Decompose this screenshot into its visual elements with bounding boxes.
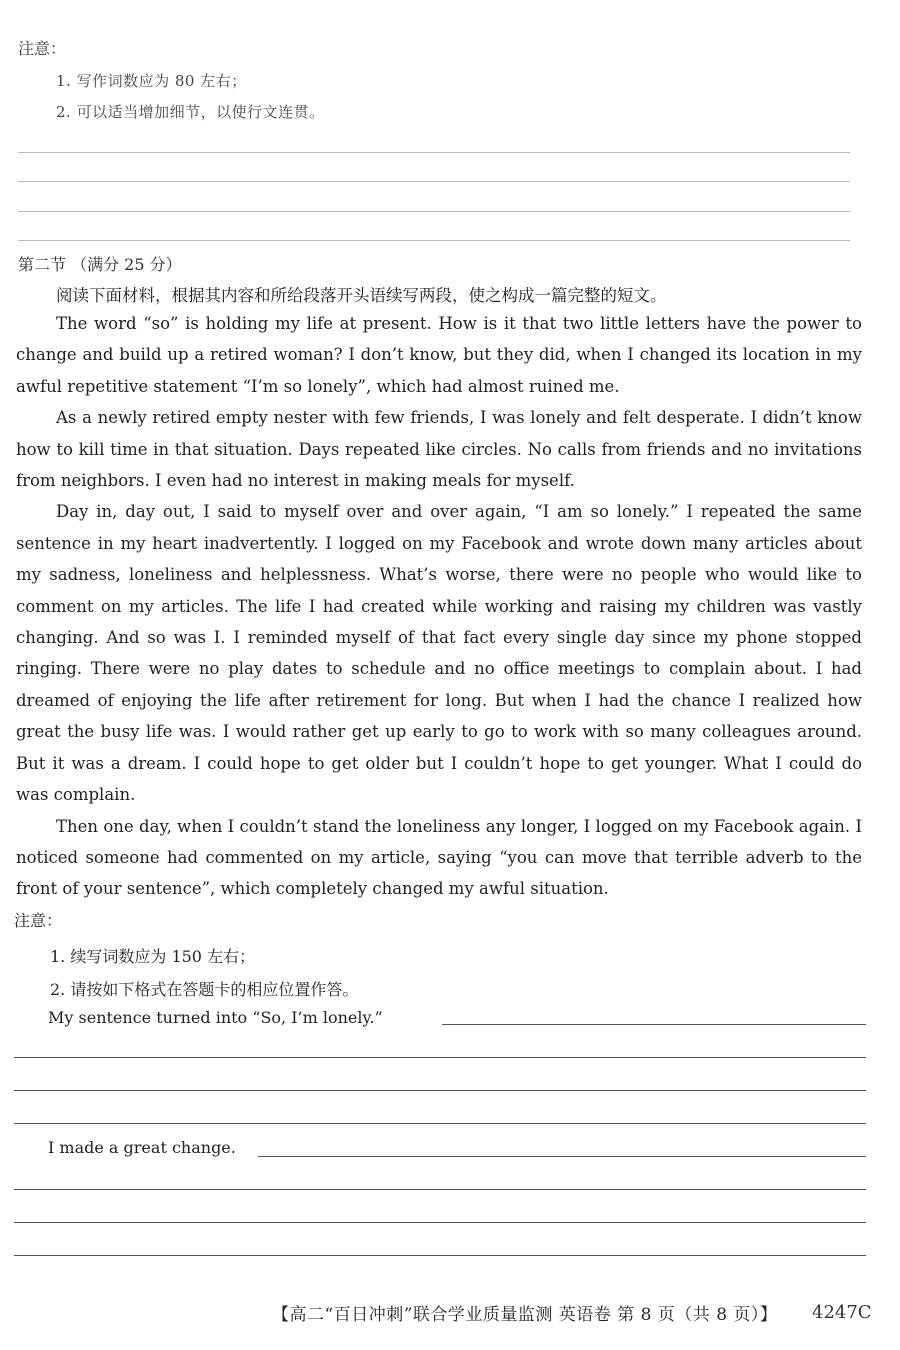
writing-line bbox=[18, 211, 850, 212]
continuation-prompt-2 bbox=[48, 1138, 236, 1157]
writing-line bbox=[18, 152, 850, 153]
continuation-prompt-1 bbox=[48, 1008, 383, 1027]
answer-line[interactable] bbox=[14, 1057, 866, 1058]
section-instruction: 阅读下面材料，根据其内容和所给段落开头语续写两段，使之构成一篇完整的短文。 bbox=[56, 286, 667, 305]
passage-paragraph-3: Day in, day out, I said to myself over and over again, “I am so lonely.” I repeated the same sentence in my heart inadvertently. I logged on my Facebook and wrote down many articles about my sadness, loneliness and helplessness. What’s worse, there were no people who would like to comment on my articles. The life I had created while working and raising my children was vastly changing. And so was I. I reminded myself of that fact every single day since my phone stopped ringing. There were no play dates to schedule and no office meetings to complain about. I had dreamed of enjoying the life after retirement for long. But when I had the chance I realized how great the busy life was. I would rather get up early to go to work with so many colleagues around. But it was a dream. I could hope to get older but I couldn’t hope to get younger. What I could do was complain. bbox=[16, 502, 862, 805]
prompt-2-text: I made a great change. bbox=[48, 1138, 236, 1157]
writing-line bbox=[18, 181, 850, 182]
answer-line[interactable] bbox=[14, 1255, 866, 1256]
bottom-note-item-1: 1. 续写词数应为 150 左右； bbox=[50, 947, 256, 966]
bottom-note-item-2: 2. 请按如下格式在答题卡的相应位置作答。 bbox=[50, 980, 359, 999]
top-note-item-2: 2. 可以适当增加细节，以使行文连贯。 bbox=[56, 103, 325, 121]
footer-code: 4247C bbox=[812, 1302, 872, 1323]
passage-paragraph-2: As a newly retired empty nester with few friends, I was lonely and felt desperate. I didn’t know how to kill time in that situation. Days repeated like circles. No calls from friends and no invitations from neighbors. I even had no interest in making meals for myself. bbox=[16, 408, 862, 491]
section-heading: 第二节 （满分 25 分） bbox=[18, 255, 182, 274]
answer-line[interactable] bbox=[258, 1156, 866, 1157]
answer-line[interactable] bbox=[14, 1222, 866, 1223]
answer-line[interactable] bbox=[14, 1189, 866, 1190]
answer-line[interactable] bbox=[14, 1123, 866, 1124]
answer-line[interactable] bbox=[14, 1090, 866, 1091]
answer-line[interactable] bbox=[442, 1024, 866, 1025]
passage-paragraph-4: Then one day, when I couldn’t stand the loneliness any longer, I logged on my Facebook again. I noticed someone had commented on my article, saying “you can move that terrible adverb to the front of your sentence”, which completely changed my awful situation. bbox=[16, 816, 862, 899]
footer-title: 【高二“百日冲刺”联合学业质量监测 英语卷 第 8 页（共 8 页）】 bbox=[272, 1305, 778, 1325]
page-footer bbox=[0, 1300, 900, 1330]
passage-paragraph-1: The word “so” is holding my life at present. How is it that two little letters have the power to change and build up a retired woman? I don’t know, but they did, when I changed its location in my awful repetitive statement “I’m so lonely”, which had almost ruined me. bbox=[16, 314, 862, 396]
top-note-heading: 注意： bbox=[18, 39, 67, 58]
bottom-note-heading: 注意： bbox=[14, 911, 63, 930]
writing-line bbox=[18, 240, 850, 241]
top-note-item-1: 1. 写作词数应为 80 左右； bbox=[56, 72, 247, 90]
prompt-1-text: My sentence turned into “So, I’m lonely.” bbox=[48, 1008, 383, 1027]
reading-passage bbox=[16, 308, 862, 905]
